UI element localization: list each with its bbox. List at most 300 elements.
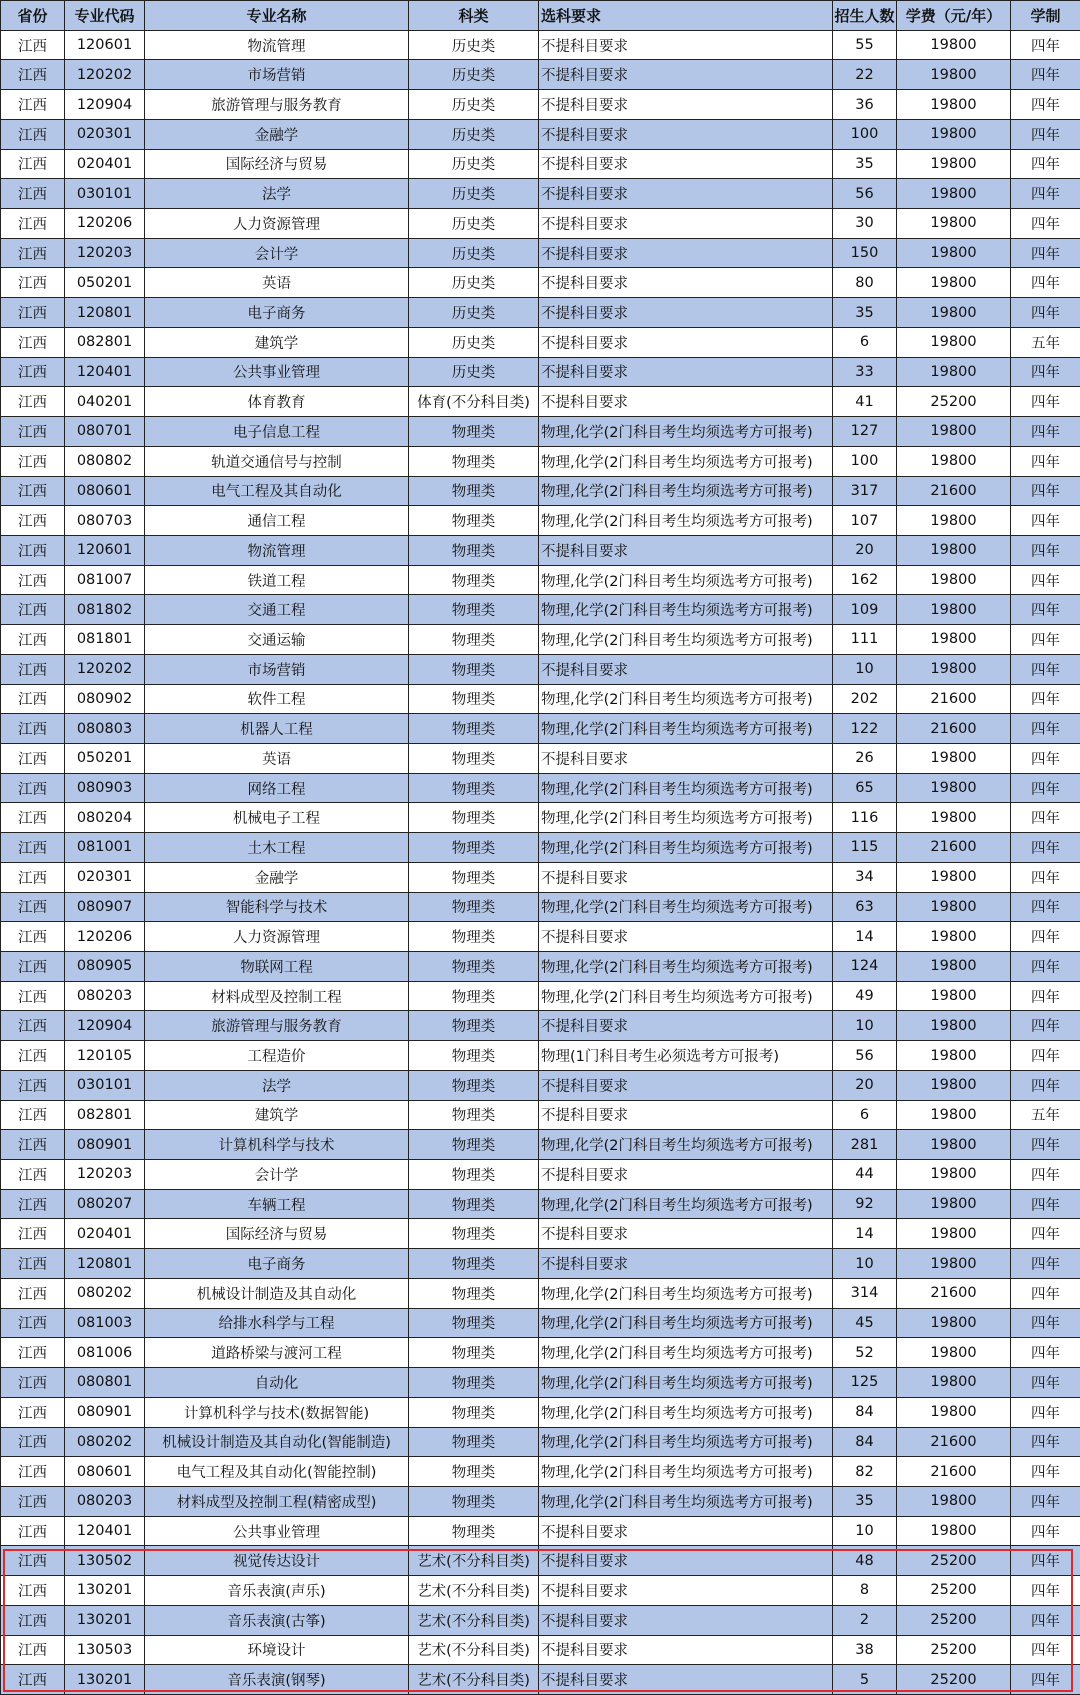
cell-major-code: 050201	[65, 268, 145, 298]
cell-duration: 四年	[1011, 1338, 1080, 1368]
cell-province: 江西	[1, 922, 65, 952]
cell-major-code: 130201	[65, 1576, 145, 1606]
cell-province: 江西	[1, 833, 65, 863]
cell-major-name: 公共事业管理	[145, 1516, 409, 1546]
cell-subject-requirement: 不提科目要求	[539, 1635, 833, 1665]
cell-duration: 四年	[1011, 1249, 1080, 1279]
cell-enrollment: 35	[833, 298, 897, 328]
cell-major-name: 机械设计制造及其自动化(智能制造)	[145, 1427, 409, 1457]
cell-major-code: 081802	[65, 595, 145, 625]
cell-category: 历史类	[409, 357, 539, 387]
table-row	[1, 922, 1080, 952]
cell-major-name: 市场营销	[145, 60, 409, 90]
cell-subject-requirement: 物理,化学(2门科目考生均须选考方可报考)	[539, 625, 833, 655]
cell-tuition: 19800	[897, 60, 1011, 90]
table-row	[1, 1249, 1080, 1279]
cell-major-code: 080901	[65, 1130, 145, 1160]
cell-category: 物理类	[409, 535, 539, 565]
cell-tuition: 21600	[897, 1278, 1011, 1308]
cell-duration: 四年	[1011, 1278, 1080, 1308]
cell-major-name: 计算机科学与技术	[145, 1130, 409, 1160]
cell-major-name: 人力资源管理	[145, 922, 409, 952]
cell-tuition: 19800	[897, 595, 1011, 625]
cell-enrollment: 111	[833, 625, 897, 655]
cell-subject-requirement: 物理,化学(2门科目考生均须选考方可报考)	[539, 565, 833, 595]
cell-enrollment: 38	[833, 1635, 897, 1665]
cell-subject-requirement: 物理(1门科目考生必须选考方可报考)	[539, 1041, 833, 1071]
cell-duration: 四年	[1011, 1665, 1080, 1695]
cell-subject-requirement: 物理,化学(2门科目考生均须选考方可报考)	[539, 595, 833, 625]
table-row	[1, 1427, 1080, 1457]
cell-enrollment: 150	[833, 238, 897, 268]
cell-enrollment: 125	[833, 1368, 897, 1398]
cell-tuition: 19800	[897, 119, 1011, 149]
table-row	[1, 179, 1080, 209]
cell-major-name: 道路桥梁与渡河工程	[145, 1338, 409, 1368]
table-row	[1, 209, 1080, 239]
cell-subject-requirement: 不提科目要求	[539, 238, 833, 268]
cell-tuition: 25200	[897, 1635, 1011, 1665]
cell-enrollment: 2	[833, 1605, 897, 1635]
cell-subject-requirement: 物理,化学(2门科目考生均须选考方可报考)	[539, 506, 833, 536]
cell-major-name: 旅游管理与服务教育	[145, 1011, 409, 1041]
cell-subject-requirement: 不提科目要求	[539, 1100, 833, 1130]
cell-province: 江西	[1, 1338, 65, 1368]
cell-major-code: 080803	[65, 714, 145, 744]
cell-duration: 四年	[1011, 119, 1080, 149]
cell-tuition: 19800	[897, 1160, 1011, 1190]
cell-major-name: 金融学	[145, 119, 409, 149]
cell-tuition: 19800	[897, 1011, 1011, 1041]
cell-major-code: 080203	[65, 981, 145, 1011]
cell-subject-requirement: 物理,化学(2门科目考生均须选考方可报考)	[539, 773, 833, 803]
cell-enrollment: 63	[833, 892, 897, 922]
cell-tuition: 19800	[897, 743, 1011, 773]
cell-enrollment: 33	[833, 357, 897, 387]
table-row	[1, 1486, 1080, 1516]
cell-subject-requirement: 不提科目要求	[539, 90, 833, 120]
cell-category: 历史类	[409, 179, 539, 209]
cell-tuition: 19800	[897, 773, 1011, 803]
cell-subject-requirement: 不提科目要求	[539, 1070, 833, 1100]
cell-major-name: 材料成型及控制工程	[145, 981, 409, 1011]
cell-major-name: 交通运输	[145, 625, 409, 655]
cell-subject-requirement: 物理,化学(2门科目考生均须选考方可报考)	[539, 1397, 833, 1427]
table-row	[1, 268, 1080, 298]
cell-major-name: 环境设计	[145, 1635, 409, 1665]
cell-major-code: 120206	[65, 922, 145, 952]
cell-major-code: 081007	[65, 565, 145, 595]
cell-duration: 四年	[1011, 952, 1080, 982]
table-header-row	[1, 1, 1080, 31]
table-row	[1, 803, 1080, 833]
cell-subject-requirement: 不提科目要求	[539, 298, 833, 328]
table-row	[1, 1605, 1080, 1635]
table-row	[1, 565, 1080, 595]
cell-enrollment: 22	[833, 60, 897, 90]
cell-major-name: 会计学	[145, 238, 409, 268]
cell-province: 江西	[1, 565, 65, 595]
cell-tuition: 19800	[897, 446, 1011, 476]
cell-enrollment: 45	[833, 1308, 897, 1338]
cell-enrollment: 35	[833, 149, 897, 179]
cell-duration: 四年	[1011, 1635, 1080, 1665]
cell-subject-requirement: 不提科目要求	[539, 119, 833, 149]
cell-enrollment: 122	[833, 714, 897, 744]
cell-subject-requirement: 不提科目要求	[539, 209, 833, 239]
cell-major-name: 音乐表演(古筝)	[145, 1605, 409, 1635]
cell-major-name: 金融学	[145, 862, 409, 892]
cell-subject-requirement: 不提科目要求	[539, 535, 833, 565]
cell-major-code: 020301	[65, 119, 145, 149]
table-row	[1, 387, 1080, 417]
cell-major-name: 音乐表演(声乐)	[145, 1576, 409, 1606]
cell-major-name: 计算机科学与技术(数据智能)	[145, 1397, 409, 1427]
cell-category: 物理类	[409, 981, 539, 1011]
cell-subject-requirement: 物理,化学(2门科目考生均须选考方可报考)	[539, 833, 833, 863]
cell-duration: 四年	[1011, 506, 1080, 536]
cell-province: 江西	[1, 625, 65, 655]
cell-category: 物理类	[409, 417, 539, 447]
cell-major-name: 电气工程及其自动化	[145, 476, 409, 506]
cell-subject-requirement: 物理,化学(2门科目考生均须选考方可报考)	[539, 476, 833, 506]
cell-enrollment: 55	[833, 30, 897, 60]
cell-duration: 四年	[1011, 1219, 1080, 1249]
table-row	[1, 1457, 1080, 1487]
cell-duration: 四年	[1011, 268, 1080, 298]
cell-major-name: 人力资源管理	[145, 209, 409, 239]
cell-province: 江西	[1, 149, 65, 179]
cell-subject-requirement: 不提科目要求	[539, 387, 833, 417]
cell-subject-requirement: 物理,化学(2门科目考生均须选考方可报考)	[539, 1278, 833, 1308]
table-row	[1, 30, 1080, 60]
header-enrollment: 招生人数	[833, 1, 897, 31]
cell-tuition: 25200	[897, 1546, 1011, 1576]
cell-major-code: 120904	[65, 90, 145, 120]
cell-major-name: 电子商务	[145, 298, 409, 328]
cell-enrollment: 100	[833, 446, 897, 476]
cell-enrollment: 26	[833, 743, 897, 773]
cell-major-code: 120401	[65, 1516, 145, 1546]
cell-province: 江西	[1, 1635, 65, 1665]
cell-province: 江西	[1, 1011, 65, 1041]
cell-tuition: 21600	[897, 714, 1011, 744]
cell-major-name: 土木工程	[145, 833, 409, 863]
cell-subject-requirement: 物理,化学(2门科目考生均须选考方可报考)	[539, 1368, 833, 1398]
cell-major-code: 080703	[65, 506, 145, 536]
cell-province: 江西	[1, 1576, 65, 1606]
cell-duration: 四年	[1011, 1070, 1080, 1100]
cell-category: 物理类	[409, 1278, 539, 1308]
cell-major-code: 080903	[65, 773, 145, 803]
cell-tuition: 21600	[897, 1427, 1011, 1457]
cell-subject-requirement: 不提科目要求	[539, 1546, 833, 1576]
cell-duration: 四年	[1011, 476, 1080, 506]
cell-major-code: 080203	[65, 1486, 145, 1516]
cell-enrollment: 80	[833, 268, 897, 298]
cell-tuition: 19800	[897, 30, 1011, 60]
cell-enrollment: 124	[833, 952, 897, 982]
cell-province: 江西	[1, 1605, 65, 1635]
header-duration: 学制	[1011, 1, 1080, 31]
cell-duration: 四年	[1011, 1160, 1080, 1190]
cell-major-name: 给排水科学与工程	[145, 1308, 409, 1338]
cell-major-code: 030101	[65, 179, 145, 209]
cell-major-name: 视觉传达设计	[145, 1546, 409, 1576]
cell-major-name: 智能科学与技术	[145, 892, 409, 922]
cell-enrollment: 5	[833, 1665, 897, 1695]
cell-major-code: 080901	[65, 1397, 145, 1427]
cell-major-name: 法学	[145, 179, 409, 209]
table-row	[1, 625, 1080, 655]
cell-duration: 四年	[1011, 179, 1080, 209]
table-body	[1, 30, 1080, 1694]
cell-subject-requirement: 物理,化学(2门科目考生均须选考方可报考)	[539, 714, 833, 744]
cell-enrollment: 35	[833, 1486, 897, 1516]
cell-category: 物理类	[409, 833, 539, 863]
cell-enrollment: 14	[833, 922, 897, 952]
cell-major-name: 建筑学	[145, 327, 409, 357]
cell-major-name: 交通工程	[145, 595, 409, 625]
cell-duration: 四年	[1011, 1605, 1080, 1635]
cell-category: 物理类	[409, 565, 539, 595]
cell-category: 物理类	[409, 506, 539, 536]
cell-major-name: 电气工程及其自动化(智能控制)	[145, 1457, 409, 1487]
cell-duration: 四年	[1011, 1130, 1080, 1160]
cell-enrollment: 109	[833, 595, 897, 625]
cell-enrollment: 36	[833, 90, 897, 120]
cell-major-name: 体育教育	[145, 387, 409, 417]
cell-category: 物理类	[409, 1368, 539, 1398]
cell-duration: 四年	[1011, 862, 1080, 892]
cell-category: 历史类	[409, 60, 539, 90]
table-row	[1, 298, 1080, 328]
cell-province: 江西	[1, 238, 65, 268]
cell-duration: 四年	[1011, 1368, 1080, 1398]
cell-category: 物理类	[409, 1219, 539, 1249]
table-row	[1, 1546, 1080, 1576]
cell-province: 江西	[1, 714, 65, 744]
cell-major-name: 国际经济与贸易	[145, 149, 409, 179]
cell-major-name: 通信工程	[145, 506, 409, 536]
cell-province: 江西	[1, 1368, 65, 1398]
cell-tuition: 19800	[897, 862, 1011, 892]
table-row	[1, 862, 1080, 892]
cell-tuition: 19800	[897, 1130, 1011, 1160]
cell-duration: 四年	[1011, 535, 1080, 565]
table-row	[1, 1576, 1080, 1606]
cell-category: 物理类	[409, 714, 539, 744]
cell-duration: 四年	[1011, 1546, 1080, 1576]
cell-province: 江西	[1, 30, 65, 60]
cell-enrollment: 44	[833, 1160, 897, 1190]
cell-duration: 四年	[1011, 30, 1080, 60]
cell-tuition: 21600	[897, 1457, 1011, 1487]
cell-duration: 四年	[1011, 1397, 1080, 1427]
cell-enrollment: 10	[833, 1516, 897, 1546]
cell-province: 江西	[1, 1546, 65, 1576]
cell-subject-requirement: 物理,化学(2门科目考生均须选考方可报考)	[539, 803, 833, 833]
cell-duration: 四年	[1011, 1486, 1080, 1516]
table-row	[1, 654, 1080, 684]
table-row	[1, 981, 1080, 1011]
table-row	[1, 1665, 1080, 1695]
cell-duration: 四年	[1011, 357, 1080, 387]
cell-major-code: 080601	[65, 1457, 145, 1487]
cell-enrollment: 202	[833, 684, 897, 714]
cell-category: 物理类	[409, 1070, 539, 1100]
cell-province: 江西	[1, 1278, 65, 1308]
cell-enrollment: 10	[833, 654, 897, 684]
table-row	[1, 714, 1080, 744]
cell-tuition: 19800	[897, 1219, 1011, 1249]
cell-tuition: 19800	[897, 90, 1011, 120]
cell-subject-requirement: 不提科目要求	[539, 1516, 833, 1546]
cell-subject-requirement: 不提科目要求	[539, 60, 833, 90]
cell-enrollment: 10	[833, 1011, 897, 1041]
cell-major-name: 物流管理	[145, 30, 409, 60]
cell-tuition: 19800	[897, 1338, 1011, 1368]
header-tuition: 学费（元/年）	[897, 1, 1011, 31]
cell-duration: 四年	[1011, 1011, 1080, 1041]
cell-enrollment: 162	[833, 565, 897, 595]
cell-category: 历史类	[409, 90, 539, 120]
cell-subject-requirement: 物理,化学(2门科目考生均须选考方可报考)	[539, 1130, 833, 1160]
cell-tuition: 21600	[897, 684, 1011, 714]
cell-enrollment: 49	[833, 981, 897, 1011]
cell-subject-requirement: 物理,化学(2门科目考生均须选考方可报考)	[539, 1338, 833, 1368]
cell-tuition: 25200	[897, 387, 1011, 417]
cell-major-name: 网络工程	[145, 773, 409, 803]
cell-duration: 四年	[1011, 892, 1080, 922]
cell-major-name: 机器人工程	[145, 714, 409, 744]
cell-province: 江西	[1, 595, 65, 625]
cell-duration: 四年	[1011, 1189, 1080, 1219]
cell-category: 物理类	[409, 1011, 539, 1041]
cell-tuition: 19800	[897, 922, 1011, 952]
cell-enrollment: 56	[833, 179, 897, 209]
cell-major-code: 120202	[65, 60, 145, 90]
cell-major-code: 081001	[65, 833, 145, 863]
cell-tuition: 19800	[897, 327, 1011, 357]
cell-category: 物理类	[409, 476, 539, 506]
cell-major-code: 120202	[65, 654, 145, 684]
cell-category: 艺术(不分科目类)	[409, 1605, 539, 1635]
cell-duration: 四年	[1011, 1516, 1080, 1546]
cell-major-name: 市场营销	[145, 654, 409, 684]
table-row	[1, 327, 1080, 357]
table-row	[1, 60, 1080, 90]
cell-subject-requirement: 物理,化学(2门科目考生均须选考方可报考)	[539, 684, 833, 714]
cell-major-code: 081006	[65, 1338, 145, 1368]
cell-enrollment: 34	[833, 862, 897, 892]
cell-major-code: 130201	[65, 1665, 145, 1695]
cell-enrollment: 82	[833, 1457, 897, 1487]
cell-province: 江西	[1, 892, 65, 922]
table-row	[1, 446, 1080, 476]
cell-subject-requirement: 不提科目要求	[539, 1249, 833, 1279]
cell-category: 物理类	[409, 1397, 539, 1427]
cell-subject-requirement: 不提科目要求	[539, 357, 833, 387]
cell-major-code: 080801	[65, 1368, 145, 1398]
cell-major-name: 机械设计制造及其自动化	[145, 1278, 409, 1308]
cell-major-name: 物联网工程	[145, 952, 409, 982]
cell-category: 物理类	[409, 952, 539, 982]
cell-province: 江西	[1, 862, 65, 892]
cell-tuition: 25200	[897, 1605, 1011, 1635]
cell-province: 江西	[1, 179, 65, 209]
cell-province: 江西	[1, 1457, 65, 1487]
cell-major-name: 英语	[145, 743, 409, 773]
cell-major-name: 法学	[145, 1070, 409, 1100]
cell-duration: 四年	[1011, 654, 1080, 684]
cell-duration: 五年	[1011, 1100, 1080, 1130]
cell-major-name: 英语	[145, 268, 409, 298]
cell-enrollment: 56	[833, 1041, 897, 1071]
cell-major-code: 080902	[65, 684, 145, 714]
table-row	[1, 595, 1080, 625]
table-row	[1, 506, 1080, 536]
cell-enrollment: 8	[833, 1576, 897, 1606]
cell-major-code: 120401	[65, 357, 145, 387]
cell-major-code: 081801	[65, 625, 145, 655]
cell-major-code: 080207	[65, 1189, 145, 1219]
cell-province: 江西	[1, 654, 65, 684]
cell-major-code: 080802	[65, 446, 145, 476]
cell-tuition: 19800	[897, 417, 1011, 447]
table-row	[1, 892, 1080, 922]
cell-subject-requirement: 不提科目要求	[539, 268, 833, 298]
cell-tuition: 19800	[897, 268, 1011, 298]
cell-duration: 五年	[1011, 327, 1080, 357]
cell-category: 物理类	[409, 1100, 539, 1130]
table-row	[1, 743, 1080, 773]
cell-major-name: 铁道工程	[145, 565, 409, 595]
cell-category: 物理类	[409, 1427, 539, 1457]
header-province: 省份	[1, 1, 65, 31]
cell-major-code: 120801	[65, 1249, 145, 1279]
cell-category: 物理类	[409, 743, 539, 773]
cell-province: 江西	[1, 743, 65, 773]
cell-duration: 四年	[1011, 1457, 1080, 1487]
cell-subject-requirement: 物理,化学(2门科目考生均须选考方可报考)	[539, 981, 833, 1011]
cell-subject-requirement: 不提科目要求	[539, 327, 833, 357]
cell-tuition: 19800	[897, 654, 1011, 684]
table-row	[1, 476, 1080, 506]
cell-subject-requirement: 物理,化学(2门科目考生均须选考方可报考)	[539, 446, 833, 476]
cell-category: 物理类	[409, 625, 539, 655]
cell-tuition: 25200	[897, 1665, 1011, 1695]
cell-duration: 四年	[1011, 595, 1080, 625]
cell-enrollment: 281	[833, 1130, 897, 1160]
cell-province: 江西	[1, 1665, 65, 1695]
cell-province: 江西	[1, 1219, 65, 1249]
cell-major-code: 080907	[65, 892, 145, 922]
cell-province: 江西	[1, 1308, 65, 1338]
cell-category: 物理类	[409, 595, 539, 625]
cell-major-code: 020401	[65, 1219, 145, 1249]
cell-tuition: 19800	[897, 803, 1011, 833]
cell-province: 江西	[1, 1100, 65, 1130]
cell-category: 物理类	[409, 803, 539, 833]
cell-category: 历史类	[409, 119, 539, 149]
table-row	[1, 1130, 1080, 1160]
cell-major-name: 旅游管理与服务教育	[145, 90, 409, 120]
cell-major-code: 120203	[65, 238, 145, 268]
cell-tuition: 19800	[897, 952, 1011, 982]
cell-subject-requirement: 不提科目要求	[539, 1665, 833, 1695]
cell-tuition: 19800	[897, 892, 1011, 922]
